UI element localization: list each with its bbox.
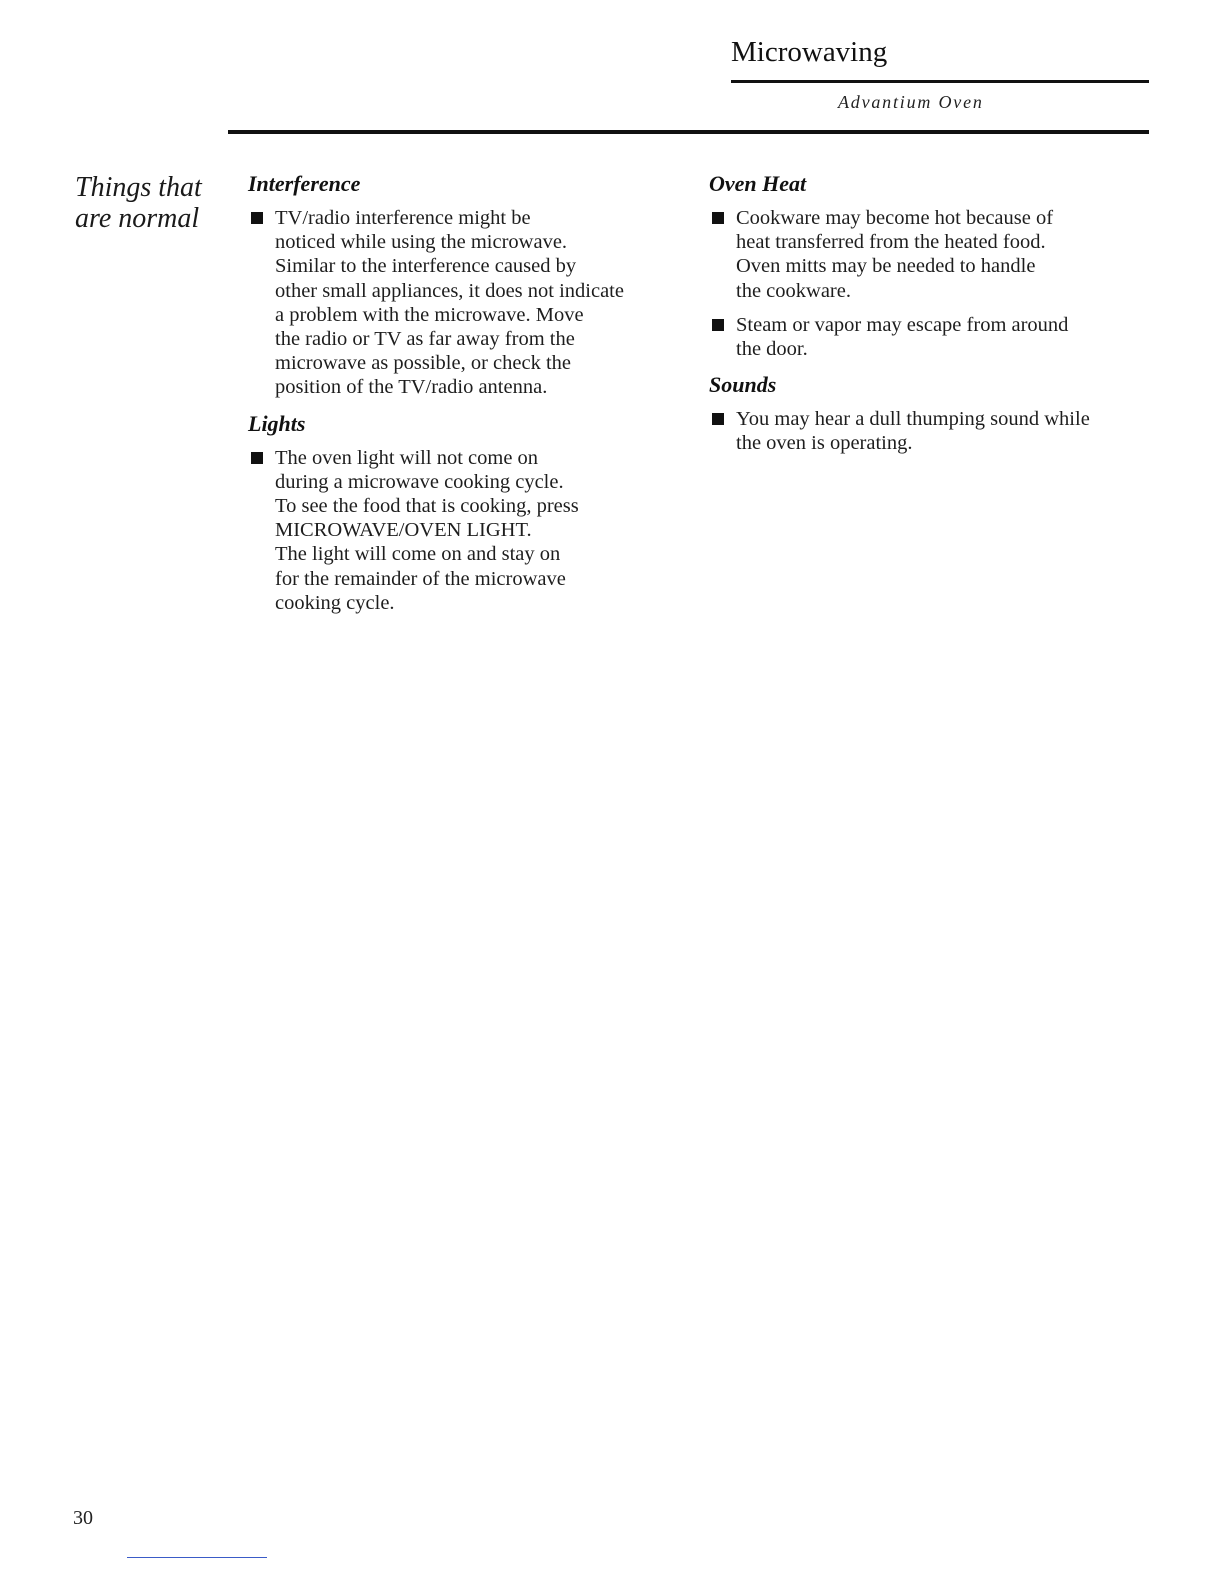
bullet-item — [709, 313, 1154, 361]
section-title-line: are normal — [75, 203, 200, 234]
topic-sounds — [709, 371, 1154, 455]
bullet-item — [248, 206, 688, 400]
text-line: You may hear a dull thumping sound while — [736, 408, 1090, 431]
bullet-item — [709, 206, 1154, 303]
text-line: Steam or vapor may escape from around — [736, 313, 1069, 336]
square-bullet-icon — [712, 212, 724, 224]
text-line: The light will come on and stay on — [275, 543, 561, 566]
text-line: during a microwave cooking cycle. — [275, 470, 564, 493]
topic-oven-heat — [709, 170, 1154, 361]
text-line: The oven light will not come on — [275, 446, 539, 469]
topic-heading: Interference — [248, 171, 361, 196]
topic-heading: Lights — [248, 410, 306, 436]
bullet-item — [709, 407, 1154, 455]
left-column — [248, 170, 688, 625]
header-divider-short — [731, 80, 1149, 83]
text-line: the door. — [736, 338, 808, 361]
text-line: other small appliances, it does not indicate — [275, 279, 624, 302]
text-line: the radio or TV as far away from the — [275, 328, 575, 351]
text-line: heat transferred from the heated food. — [736, 231, 1046, 254]
page-header-subtitle: Advantium Oven — [838, 92, 984, 112]
text-line: microwave as possible, or check the — [275, 352, 572, 375]
text-line: the cookware. — [736, 279, 851, 302]
topic-lights — [248, 410, 688, 615]
text-line: To see the food that is cooking, press — [275, 495, 579, 518]
text-line: TV/radio interference might be — [275, 207, 531, 229]
header-divider-long — [228, 130, 1149, 134]
text-line: for the remainder of the microwave — [275, 567, 566, 590]
footer-link-underline — [127, 1557, 267, 1558]
square-bullet-icon — [251, 452, 263, 464]
right-column — [709, 170, 1154, 466]
text-line: Oven mitts may be needed to handle — [736, 255, 1036, 278]
bullet-item — [248, 446, 688, 615]
text-line: noticed while using the microwave. — [275, 231, 568, 254]
square-bullet-icon — [712, 413, 724, 425]
text-line: Cookware may become hot because of — [736, 207, 1054, 229]
topic-heading: Sounds — [709, 372, 777, 398]
text-line: position of the TV/radio antenna. — [275, 376, 548, 399]
page-number: 30 — [73, 1507, 93, 1529]
text-line: MICROWAVE/OVEN LIGHT. — [275, 519, 532, 542]
section-title — [75, 172, 225, 234]
square-bullet-icon — [251, 212, 263, 224]
section-title-line: Things that — [75, 172, 202, 203]
text-line: cooking cycle. — [275, 591, 395, 614]
page-header-title: Microwaving — [731, 36, 888, 68]
text-line: the oven is operating. — [736, 432, 913, 455]
topic-interference — [248, 170, 688, 400]
square-bullet-icon — [712, 319, 724, 331]
topic-heading: Oven Heat — [709, 171, 807, 196]
text-line: Similar to the interference caused by — [275, 255, 577, 278]
text-line: a problem with the microwave. Move — [275, 303, 584, 326]
